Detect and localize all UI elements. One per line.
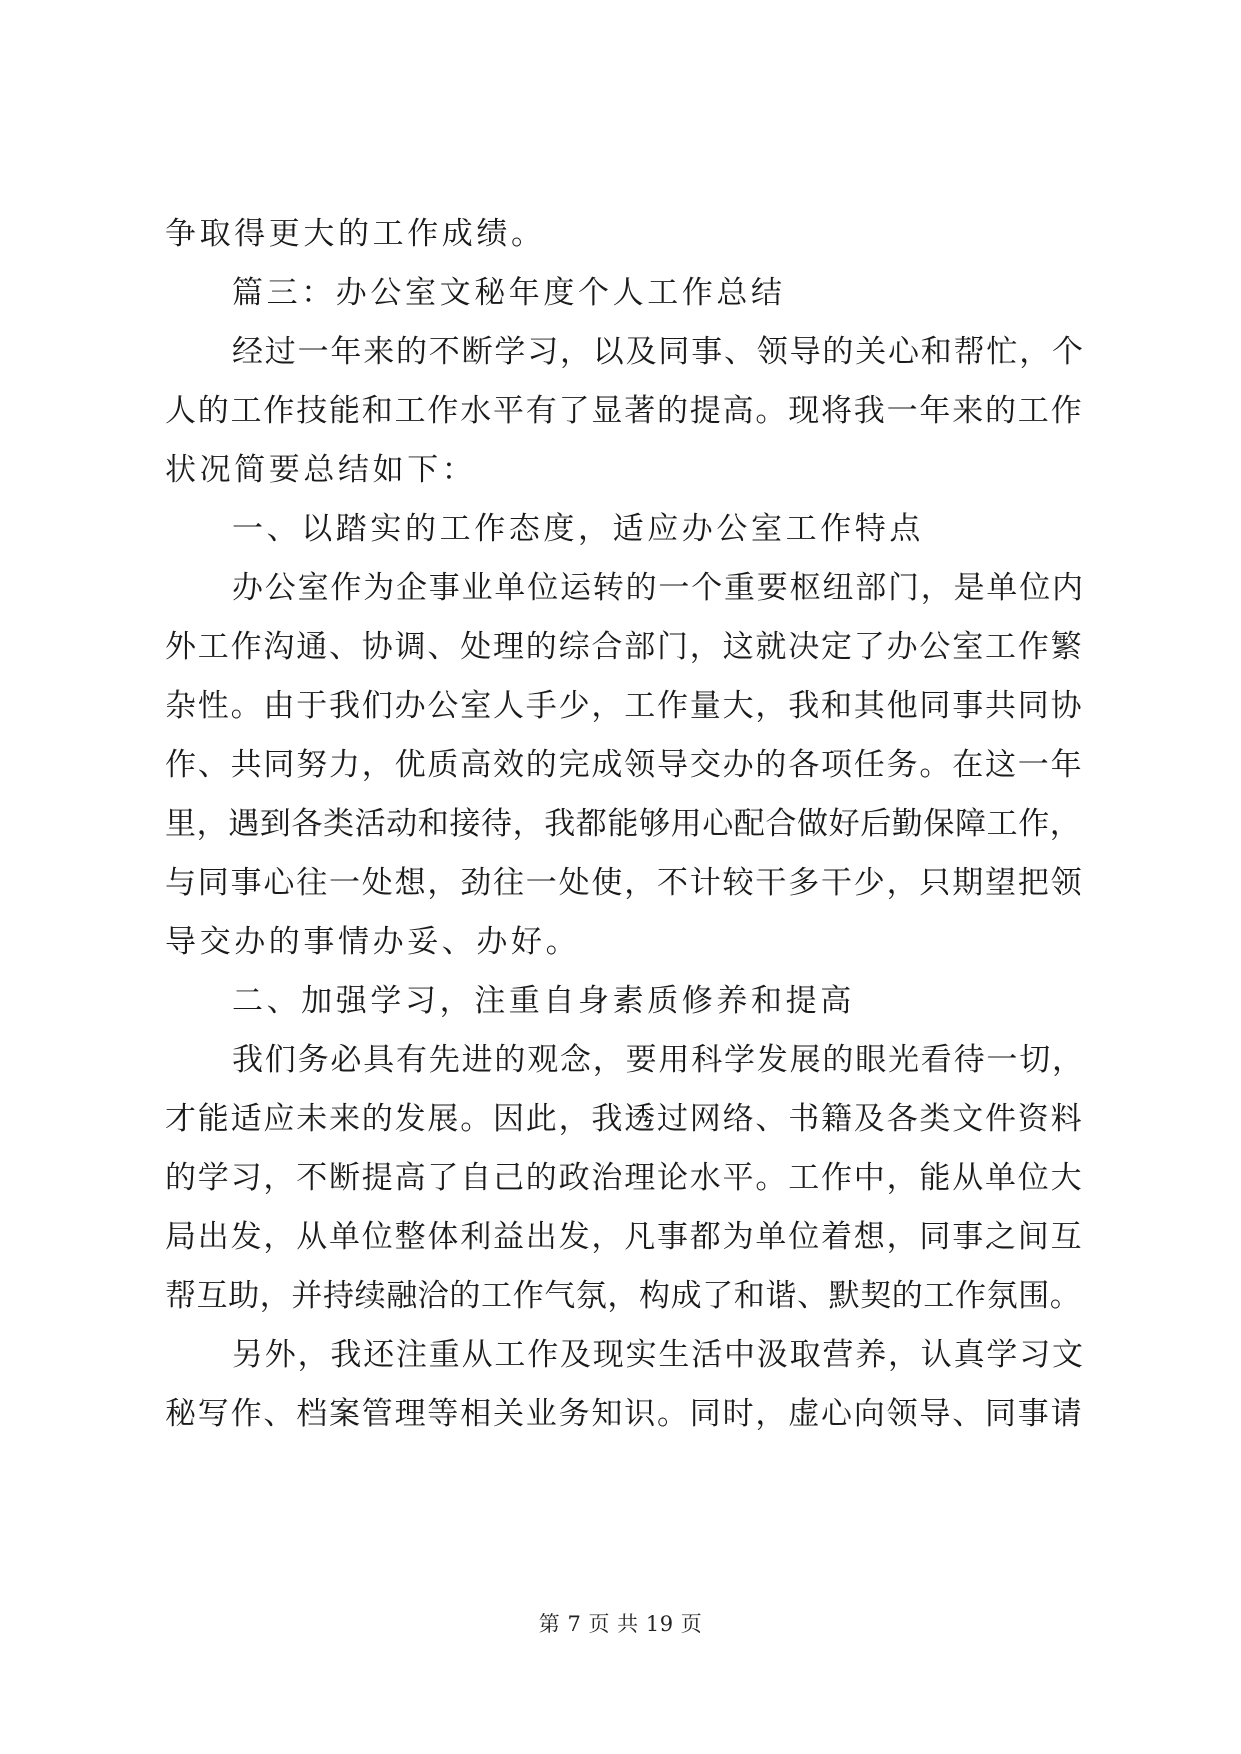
text-line-5: 状况简要总结如下： (165, 452, 477, 488)
subheading-2: 二、加强学习，注重自身素质修养和提高 (232, 983, 855, 1019)
text-line-4: 人的工作技能和工作水平有了显著的提高。现将我一年来的工作 (165, 393, 1084, 429)
document-body (165, 205, 1085, 1444)
text-line-18: 局出发，从单位整体利益出发，凡事都为单位着想，同事之间互 (165, 1219, 1084, 1255)
text-line-17: 的学习，不断提高了自己的政治理论水平。工作中，能从单位大 (165, 1160, 1084, 1196)
text-line-15: 我们务必具有先进的观念，要用科学发展的眼光看待一切， (232, 1042, 1085, 1078)
text-line-7: 办公室作为企事业单位运转的一个重要枢纽部门，是单位内 (232, 570, 1085, 606)
text-line-19: 帮互助，并持续融洽的工作气氛，构成了和谐、默契的工作氛围。 (165, 1278, 1082, 1314)
text-line-8: 外工作沟通、协调、处理的综合部门，这就决定了办公室工作繁 (165, 629, 1084, 665)
section-heading-3: 篇三：办公室文秘年度个人工作总结 (232, 275, 786, 311)
text-line-1: 争取得更大的工作成绩。 (165, 216, 546, 252)
text-line-13: 导交办的事情办妥、办好。 (165, 924, 581, 960)
subheading-1: 一、以踏实的工作态度，适应办公室工作特点 (232, 511, 924, 547)
text-line-20: 另外，我还注重从工作及现实生活中汲取营养，认真学习文 (232, 1337, 1085, 1373)
text-line-11: 里，遇到各类活动和接待，我都能够用心配合做好后勤保障工作， (165, 806, 1082, 842)
text-line-3: 经过一年来的不断学习，以及同事、领导的关心和帮忙，个 (232, 334, 1085, 370)
text-line-21: 秘写作、档案管理等相关业务知识。同时，虚心向领导、同事请 (165, 1396, 1084, 1432)
page-number: 第 7 页 共 19 页 (538, 1612, 703, 1636)
text-line-16: 才能适应未来的发展。因此，我透过网络、书籍及各类文件资料 (165, 1101, 1084, 1137)
text-line-9: 杂性。由于我们办公室人手少，工作量大，我和其他同事共同协 (165, 688, 1084, 724)
text-line-12: 与同事心往一处想，劲往一处使，不计较干多干少，只期望把领 (165, 865, 1084, 901)
text-line-10: 作、共同努力，优质高效的完成领导交办的各项任务。在这一年 (165, 747, 1084, 783)
